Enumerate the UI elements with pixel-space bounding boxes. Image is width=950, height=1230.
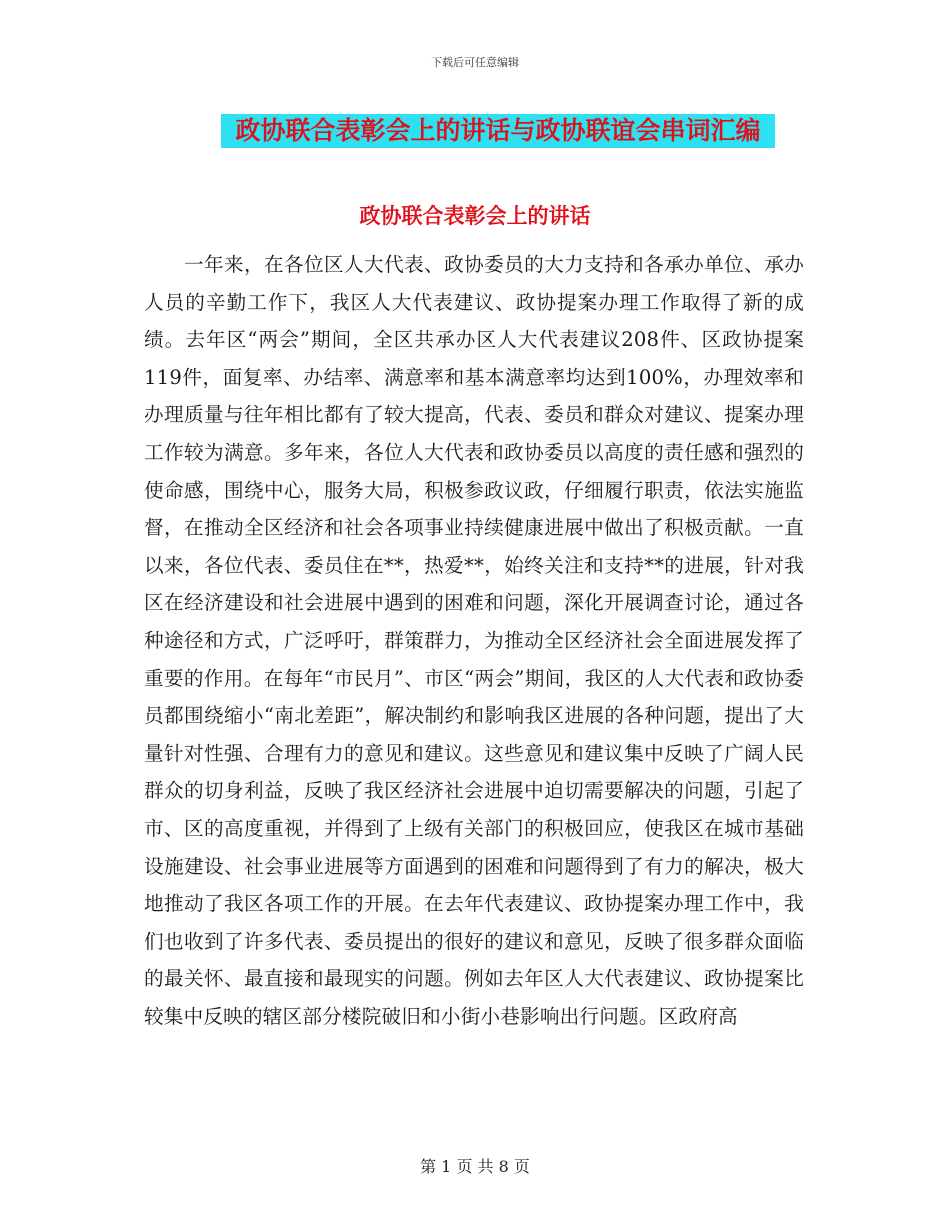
document-main-title: 政协联合表彰会上的讲话与政协联谊会串词汇编 bbox=[221, 114, 775, 148]
body-paragraph: 一年来，在各位区人大代表、政协委员的大力支持和各承办单位、承办人员的辛勤工作下，我区人大代表建议、政协提案办理工作取得了新的成绩。去年区“两会”期间，全区共承办区人大代表建议208件、区政协提案119件，面复率、办结率、满意率和基本满意率均达到100%，办理效率和办理质量与往年相比都有了较大提高，代表、委员和群众对建议、提案办理工作较为满意。多年来，各位人大代表和政协委员以高度的责任感和强烈的使命感，围绕中心，服务大局，积极参政议政，仔细履行职责，依法实施监督，在推动全区经济和社会各项事业持续健康进展中做出了积极贡献。一直以来，各位代表、委员住在**，热爱**，始终关注和支持**的进展，针对我区在经济建设和社会进展中遇到的困难和问题，深化开展调查讨论，通过各种途径和方式，广泛呼吁，群策群力，为推动全区经济社会全面进展发挥了重要的作用。在每年“市民月”、市区“两会”期间，我区的人大代表和政协委员都围绕缩小“南北差距”，解决制约和影响我区进展的各种问题，提出了大量针对性强、合理有力的意见和建议。这些意见和建议集中反映了广阔人民群众的切身利益，反映了我区经济社会进展中迫切需要解决的问题，引起了市、区的高度重视，并得到了上级有关部门的积极回应，使我区在城市基础设施建设、社会事业进展等方面遇到的困难和问题得到了有力的解决，极大地推动了我区各项工作的开展。在去年代表建议、政协提案办理工作中，我们也收到了许多代表、委员提出的很好的建议和意见，反映了很多群众面临的最关怀、最直接和最现实的问题。例如去年区人大代表建议、政协提案比较集中反映的辖区部分楼院破旧和小街小巷影响出行问题。区政府高 bbox=[144, 253, 804, 1028]
page-footer-number: 第 1 页 共 8 页 bbox=[420, 1157, 530, 1176]
section-title: 政协联合表彰会上的讲话 bbox=[359, 204, 591, 228]
page-header-note: 下载后可任意编辑 bbox=[431, 56, 519, 69]
